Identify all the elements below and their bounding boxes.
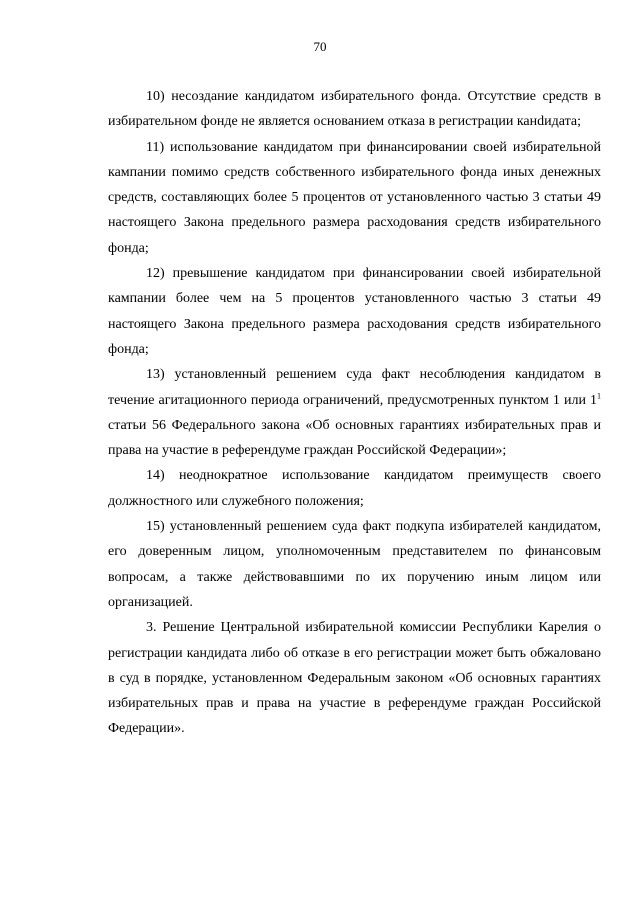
paragraph-item-15: 15) установленный решением суда факт подкупа избирателей кандидатом, его доверенным лицом, уполномоченным представителем по финансовым вопросам, а также действовавшими по их поручению иным лицом или организацией. bbox=[108, 519, 601, 610]
paragraph-item-13-text-end: статьи 56 Федерального закона «Об основных гарантиях избирательных прав и права на участие в референдуме граждан Российской Федерации»; bbox=[108, 417, 601, 459]
superscript-one: 1 bbox=[597, 390, 601, 400]
paragraph-item-13 bbox=[108, 362, 601, 463]
paragraph-item-14: 14) неоднократное использование кандидатом преимуществ своего должностного или служебного положения; bbox=[108, 468, 601, 509]
paragraph-item-13-text-start: 13) установленный решением суда факт несоблюдения кандидатом в течение агитационного периода ограничений, предусмотренных пунктом 1 или 1 bbox=[108, 367, 601, 408]
document-body bbox=[108, 84, 601, 742]
paragraph-item-12: 12) превышение кандидатом при финансировании своей избирательной кампании более чем на 5 процентов установленного частью 3 статьи 49 настоящего Закона предельного размера расходования средств избирательного фонда; bbox=[108, 266, 601, 357]
paragraph-section-3: 3. Решение Центральной избирательной комиссии Республики Карелия о регистрации кандидата либо об отказе в его регистрации может быть обжаловано в суд в порядке, установленном Федеральным законом «Об основных гарантиях избирательных прав и права на участие в референдуме граждан Российской Федерации». bbox=[108, 620, 601, 737]
paragraph-item-10: 10) несоздание кандидатом избирательного фонда. Отсутствие средств в избирательном фонде не является основанием отказа в регистрации канdидата; bbox=[108, 89, 601, 130]
page-number: 70 bbox=[313, 39, 327, 54]
paragraph-item-11: 11) использование кандидатом при финансировании своей избирательной кампании помимо средств собственного избирательного фонда иных денежных средств, составляющих более 5 процентов от установленного частью 3 статьи 49 настоящего Закона предельного размера расходования средств избирательного фонда; bbox=[108, 139, 601, 256]
